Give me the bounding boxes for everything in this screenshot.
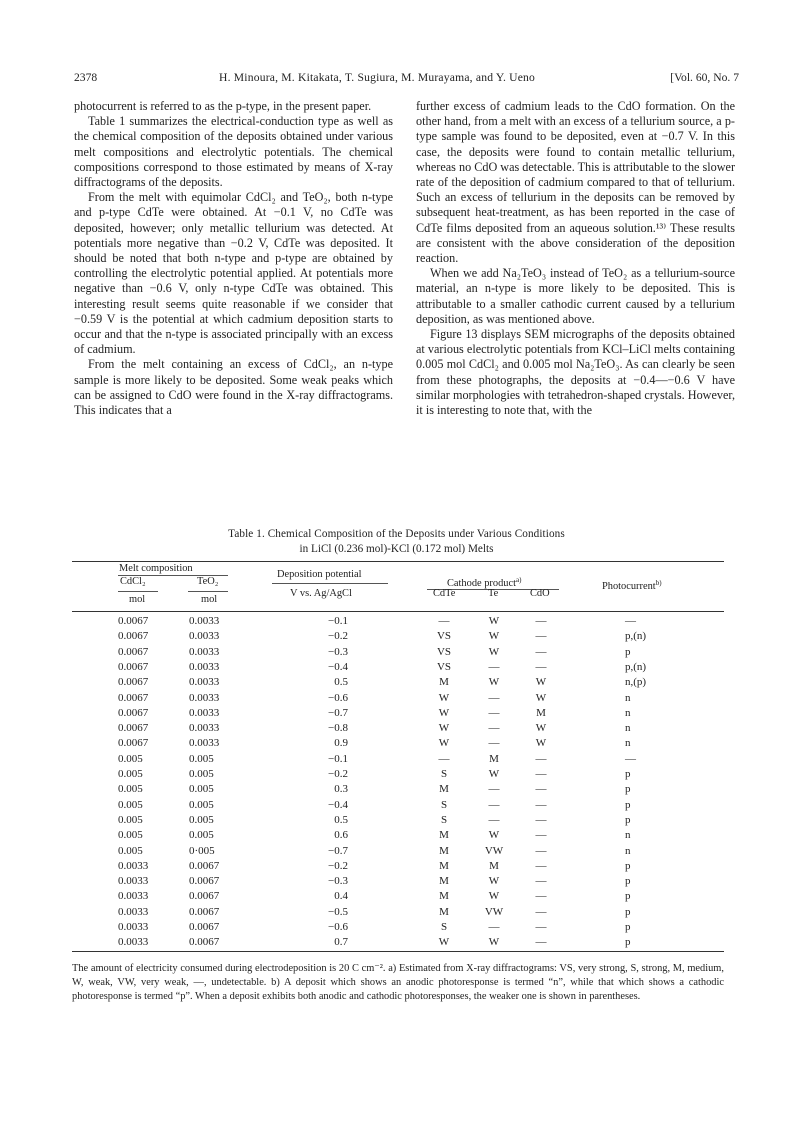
cell-teo2: 0.0033 xyxy=(189,645,220,658)
cell-potential: 0.5 xyxy=(334,813,348,826)
table-row xyxy=(72,646,724,661)
table-row xyxy=(72,829,724,844)
cell-cdcl2: 0.0067 xyxy=(118,676,149,689)
cell-cdo: — xyxy=(535,829,547,842)
cell-cdte: S xyxy=(440,798,448,811)
cell-cdte: S xyxy=(440,813,448,826)
cell-cdcl2: 0.005 xyxy=(118,768,143,780)
cell-potential: −0.2 xyxy=(328,630,348,643)
cell-potential: −0.6 xyxy=(328,691,348,704)
cell-teo2: 0.0033 xyxy=(189,737,220,750)
cell-photocurrent: n xyxy=(625,829,631,842)
cell-cdcl2: 0.0067 xyxy=(118,722,149,735)
header-rule xyxy=(188,591,228,592)
header-photocurrent: Photocurrent$^{b)}$ xyxy=(602,579,662,592)
left-column xyxy=(74,99,393,418)
cell-potential: −0.6 xyxy=(328,921,348,933)
table-row xyxy=(72,906,724,921)
cell-te: — xyxy=(488,737,500,750)
cell-photocurrent: n xyxy=(625,844,631,857)
cell-cdcl2: 0.005 xyxy=(118,798,143,811)
cell-cdte: VS xyxy=(436,645,452,658)
cell-cdte: W xyxy=(438,722,450,735)
table-row xyxy=(72,722,724,737)
cell-potential: 0.3 xyxy=(334,783,348,796)
cell-cdcl2: 0.0067 xyxy=(118,660,149,673)
cell-cdo: — xyxy=(535,905,547,918)
cell-teo2: 0.005 xyxy=(189,752,214,765)
cell-cdte: W xyxy=(438,706,450,719)
cell-potential: 0.9 xyxy=(334,737,348,750)
paragraph: photocurrent is referred to as the p-type, in the present paper. xyxy=(74,99,372,113)
cell-cdte: W xyxy=(438,691,450,704)
cell-photocurrent: p xyxy=(625,813,631,826)
table-row xyxy=(72,845,724,860)
table-top-rule xyxy=(72,561,724,562)
cell-photocurrent: p,(n) xyxy=(625,660,647,673)
running-authors: H. Minoura, M. Kitakata, T. Sugiura, M. Murayama, and Y. Ueno xyxy=(219,71,536,84)
cell-cdcl2: 0.0067 xyxy=(118,630,149,643)
paragraph: From the melt containing an excess of CdCl₂, an n-type sample is more likely to be deposited. Some weak peaks which can be assigned to CdO were found in the X-ray diffractograms. This indicates that a xyxy=(74,357,393,418)
cell-cdcl2: 0.005 xyxy=(118,844,143,857)
table-row xyxy=(72,783,724,798)
cell-cdte: S xyxy=(440,921,448,933)
cell-cdte: M xyxy=(439,844,449,857)
cell-potential: −0.4 xyxy=(328,660,348,673)
cell-cdcl2: 0.0033 xyxy=(118,890,149,903)
cell-teo2: 0.0033 xyxy=(189,691,220,704)
cell-cdo: — xyxy=(535,660,547,673)
cell-te: W xyxy=(488,630,500,643)
cell-potential: −0.2 xyxy=(328,859,348,872)
cell-cdte: M xyxy=(439,783,449,796)
cell-photocurrent: p xyxy=(625,936,631,949)
cell-cdcl2: 0.0033 xyxy=(118,936,149,949)
paragraph: further excess of cadmium leads to the CdO formation. On the other hand, from a melt with an excess of a tellurium source, a p-type sample was found to be deposited, even at −0.7 V. In this case, the deposits were found to contain metallic tellurium, whereas no CdO was detectable. This is attributable to the slower rate of the deposition of cadmium compared to that of tellurium. Such an excess of tellurium in the deposits can be removed by subsequent heat-treatment, as has been reported in the case of CdTe films deposited from an aqueous solution.¹³⁾ These results are consistent with the above consideration of the deposition reaction. xyxy=(416,99,735,266)
table-row xyxy=(72,630,724,645)
paragraph: From the melt with equimolar CdCl₂ and TeO₂, both n-type and p-type CdTe were obtained. At −0.1 V, no CdTe was deposited, however; only metallic tellurium was detected. At potentials more negative than −0.2 V, CdTe was deposited. It should be noted that both n-type and p-type are obtained by controlling the electrolytic potential applied. At potentials more negative than −0.6 V, only n-type CdTe was obtained. This interesting result seems quite reasonable if we consider that −0.59 V is the potential at which cadmium deposition starts to occur and that the n-type is associated principally with an excess of cadmium. xyxy=(74,190,393,357)
cell-teo2: 0.0033 xyxy=(189,676,220,689)
cell-te: M xyxy=(489,752,499,765)
table-row xyxy=(72,768,724,783)
cell-te: W xyxy=(488,875,500,888)
cell-cdo: — xyxy=(535,615,547,627)
right-column xyxy=(416,99,735,418)
cell-teo2: 0.0033 xyxy=(189,722,220,735)
cell-photocurrent: p xyxy=(625,875,631,888)
cell-teo2: 0·005 xyxy=(189,844,215,857)
cell-teo2: 0.0033 xyxy=(189,615,220,627)
cell-photocurrent: n xyxy=(625,722,631,735)
header-mol: mol xyxy=(129,594,146,605)
cell-te: W xyxy=(488,615,500,627)
table-row xyxy=(72,875,724,890)
cell-photocurrent: n xyxy=(625,737,631,750)
cell-cdte: M xyxy=(439,676,449,689)
cell-photocurrent: n xyxy=(625,706,631,719)
header-rule xyxy=(118,591,158,592)
cell-teo2: 0.0067 xyxy=(189,890,220,903)
cell-cdo: M xyxy=(536,706,546,719)
cell-potential: 0.7 xyxy=(334,936,348,949)
cell-cdcl2: 0.005 xyxy=(118,752,143,765)
cell-cdo: — xyxy=(535,844,547,857)
cell-cdte: S xyxy=(440,768,448,780)
cell-photocurrent: p xyxy=(625,645,631,658)
cell-cdcl2: 0.005 xyxy=(118,829,143,842)
table-row xyxy=(72,676,724,691)
header-rule xyxy=(272,583,388,584)
cell-te: VW xyxy=(484,905,504,918)
cell-cdo: W xyxy=(535,737,547,750)
cell-te: M xyxy=(489,859,499,872)
cell-potential: −0.3 xyxy=(328,875,348,888)
cell-photocurrent: p xyxy=(625,890,631,903)
cell-photocurrent: p xyxy=(625,783,631,796)
cell-te: W xyxy=(488,676,500,689)
cell-te: — xyxy=(488,798,500,811)
running-header xyxy=(74,71,739,87)
cell-te: — xyxy=(488,706,500,719)
cell-te: W xyxy=(488,829,500,842)
cell-cdcl2: 0.0033 xyxy=(118,905,149,918)
table-row xyxy=(72,737,724,752)
cell-cdcl2: 0.0067 xyxy=(118,706,149,719)
cell-potential: −0.4 xyxy=(328,798,348,811)
cell-te: — xyxy=(488,813,500,826)
cell-cdcl2: 0.0033 xyxy=(118,921,149,933)
cell-photocurrent: p xyxy=(625,768,631,780)
cell-photocurrent: p xyxy=(625,859,631,872)
cell-potential: −0.7 xyxy=(328,706,348,719)
table-header-rule xyxy=(72,611,724,612)
cell-cdo: — xyxy=(535,875,547,888)
cell-cdte: M xyxy=(439,859,449,872)
cell-cdo: — xyxy=(535,921,547,933)
table-footnote: The amount of electricity consumed during electrodeposition is 20 C cm⁻². a) Estimated from X-ray diffractograms: VS, very strong, S, strong, M, medium, W, weak, VW, very weak, —, undetectable. b) A deposit which shows an anodic photoresponse is termed “n”, while that which shows a cathodic photoresponse is termed “p”. When a deposit exhibits both anodic and cathodic photoresponses, the weaker one is shown in parentheses. xyxy=(72,963,724,1003)
cell-teo2: 0.0067 xyxy=(189,875,220,888)
cell-te: — xyxy=(488,783,500,796)
header-deposition-potential: Deposition potential xyxy=(277,569,362,580)
table-row xyxy=(72,615,724,630)
cell-cdo: — xyxy=(535,859,547,872)
header-cathode-product: Cathode product$^{a)}$ xyxy=(447,576,522,589)
volume-info: [Vol. 60, No. 7 xyxy=(670,71,739,84)
cell-cdcl2: 0.005 xyxy=(118,813,143,826)
cell-cdo: — xyxy=(535,630,547,643)
cell-cdo: W xyxy=(535,691,547,704)
cell-teo2: 0.0067 xyxy=(189,859,220,872)
cell-potential: −0.1 xyxy=(328,752,348,765)
cell-cdcl2: 0.005 xyxy=(118,783,143,796)
cell-cdte: VS xyxy=(436,660,452,673)
table-row xyxy=(72,692,724,707)
cell-cdo: — xyxy=(535,798,547,811)
cell-cdo: — xyxy=(535,890,547,903)
paragraph: Figure 13 displays SEM micrographs of the deposits obtained at various electrolytic potentials from KCl–LiCl melts containing 0.005 mol CdCl₂ and 0.005 mol Na₂TeO₃. As can clearly be seen from these photographs, the deposits at −0.4—−0.6 V have similar morphologies with tetrahedron-shaped crystals. However, it is interesting to note that, with the xyxy=(416,327,735,418)
header-te: Te xyxy=(488,588,499,599)
cell-te: W xyxy=(488,645,500,658)
cell-cdte: M xyxy=(439,905,449,918)
cell-teo2: 0.0033 xyxy=(189,630,220,643)
header-cdte: CdTe xyxy=(433,588,456,599)
cell-te: VW xyxy=(484,844,504,857)
page-number: 2378 xyxy=(74,71,98,84)
cell-photocurrent: — xyxy=(625,615,636,627)
cell-cdcl2: 0.0067 xyxy=(118,691,149,704)
cell-teo2: 0.005 xyxy=(189,783,214,796)
cell-teo2: 0.005 xyxy=(189,798,214,811)
table-row xyxy=(72,860,724,875)
table-row xyxy=(72,707,724,722)
header-rule xyxy=(118,575,228,576)
cell-cdcl2: 0.0067 xyxy=(118,737,149,750)
header-cdo: CdO xyxy=(530,588,550,599)
cell-te: W xyxy=(488,936,500,949)
cell-cdte: — xyxy=(438,752,450,765)
table-caption-line: Table 1. Chemical Composition of the Deposits under Various Conditions xyxy=(228,528,565,540)
cell-te: W xyxy=(488,768,500,780)
table-caption xyxy=(70,527,723,557)
table-row xyxy=(72,921,724,936)
cell-cdo: — xyxy=(535,936,547,949)
table-row xyxy=(72,661,724,676)
cell-cdo: — xyxy=(535,783,547,796)
header-mol: mol xyxy=(201,594,218,605)
cell-te: — xyxy=(488,691,500,704)
cell-cdo: W xyxy=(535,676,547,689)
cell-photocurrent: n xyxy=(625,691,631,704)
header-voltage-unit: V vs. Ag/AgCl xyxy=(290,588,352,599)
header-melt-composition: Melt composition xyxy=(119,563,193,574)
cell-teo2: 0.0067 xyxy=(189,936,220,949)
cell-teo2: 0.0067 xyxy=(189,921,220,933)
cell-cdcl2: 0.0067 xyxy=(118,615,149,627)
paragraph: When we add Na₂TeO₃ instead of TeO₂ as a tellurium-source material, an n-type is more likely to be deposited. This is attributable to a smaller cathodic current caused by a tellurium deposition, as was mentioned above. xyxy=(416,266,735,326)
cell-photocurrent: p xyxy=(625,905,631,918)
cell-teo2: 0.005 xyxy=(189,768,214,780)
table-row xyxy=(72,753,724,768)
cell-potential: −0.7 xyxy=(328,844,348,857)
cell-cdte: M xyxy=(439,875,449,888)
cell-photocurrent: p xyxy=(625,798,631,811)
cell-photocurrent: p,(n) xyxy=(625,630,647,643)
table-bottom-rule xyxy=(72,951,724,952)
cell-te: — xyxy=(488,660,500,673)
cell-photocurrent: n,(p) xyxy=(625,676,647,689)
cell-teo2: 0.0067 xyxy=(189,905,220,918)
cell-cdcl2: 0.0067 xyxy=(118,645,149,658)
cell-teo2: 0.0033 xyxy=(189,660,220,673)
cell-cdo: W xyxy=(535,722,547,735)
cell-cdo: — xyxy=(535,768,547,780)
cell-te: W xyxy=(488,890,500,903)
cell-potential: 0.5 xyxy=(334,676,348,689)
cell-cdte: M xyxy=(439,829,449,842)
cell-cdte: VS xyxy=(436,630,452,643)
cell-teo2: 0.0033 xyxy=(189,706,220,719)
cell-cdte: — xyxy=(438,615,450,627)
cell-photocurrent: p xyxy=(625,921,631,933)
cell-potential: 0.4 xyxy=(334,890,348,903)
header-teo2: TeO₂ xyxy=(197,576,219,587)
cell-cdcl2: 0.0033 xyxy=(118,859,149,872)
table-row xyxy=(72,814,724,829)
cell-cdte: M xyxy=(439,890,449,903)
cell-teo2: 0.005 xyxy=(189,813,214,826)
cell-cdo: — xyxy=(535,752,547,765)
table-caption-line: in LiCl (0.236 mol)-KCl (0.172 mol) Melts xyxy=(299,543,494,555)
cell-potential: 0.6 xyxy=(334,829,348,842)
cell-potential: −0.5 xyxy=(328,905,348,918)
cell-teo2: 0.005 xyxy=(189,829,214,842)
header-cdcl2: CdCl₂ xyxy=(120,576,146,587)
cell-potential: −0.8 xyxy=(328,722,348,735)
cell-cdo: — xyxy=(535,813,547,826)
cell-te: — xyxy=(488,722,500,735)
cell-potential: −0.2 xyxy=(328,768,348,780)
table-row xyxy=(72,799,724,814)
cell-cdte: W xyxy=(438,936,450,949)
cell-cdcl2: 0.0033 xyxy=(118,875,149,888)
cell-cdo: — xyxy=(535,645,547,658)
table-row xyxy=(72,936,724,951)
paragraph: Table 1 summarizes the electrical-conduction type as well as the chemical composition of the deposits obtained under various melt compositions and electrolytic potentials. The chemical compositions correspond to those estimated by means of X-ray diffractograms of the deposits. xyxy=(74,114,393,190)
cell-te: — xyxy=(488,921,500,933)
table-row xyxy=(72,890,724,905)
cell-potential: −0.3 xyxy=(328,645,348,658)
cell-photocurrent: — xyxy=(625,752,636,765)
cell-potential: −0.1 xyxy=(328,615,348,627)
cell-cdte: W xyxy=(438,737,450,750)
